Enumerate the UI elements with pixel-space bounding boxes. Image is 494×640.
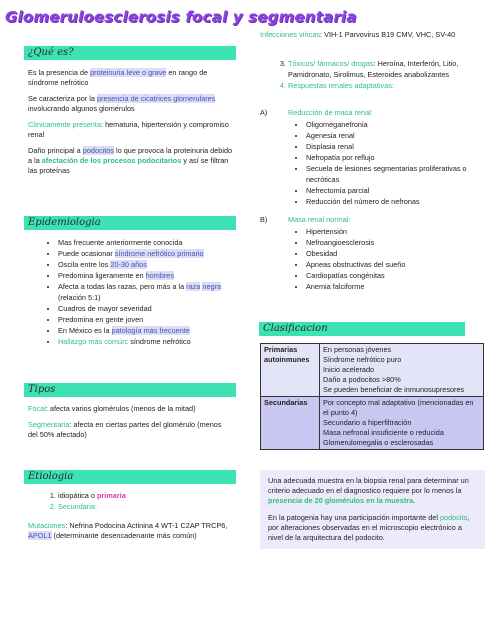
table-row [261,397,484,450]
etiologia-list [44,490,243,512]
que-es-p4: Daño principal a podocitos lo que provoca la proteinuria debido a la afectación de los procesos podocitarios y así se filtran las proteínas [28,146,233,175]
list-item: • Nefrectomía parcial [306,185,478,196]
table-cell-line: Daño a podocitos >80% [323,375,401,384]
que-es-p3: Clínicamente presenta: hematuria, hipertensión y compromiso renal [28,120,229,139]
list-item: • Nefroangioesclerosis [306,237,478,248]
biopsia-note-p2: En la patogenia hay una participación importante del podocito, por alteraciones observadas en el microscopio electrónico a nivel de la arquitectura del podocito. [268,513,470,542]
primarias-label: Primarias autoinmunes [261,344,320,397]
secundarias-items [320,397,484,450]
table-cell-line: Masa nefronal insuficiente o reducida [323,428,444,437]
table-row [261,344,484,397]
epidemiologia-list [44,237,248,347]
list-item: • Afecta a todas las razas, pero más a la raza negra (relación 5:1) [58,281,248,303]
list-item: 3. Tóxicos/ fármacos/ drogas: Heroína, Interferón, Litio, Pamidronato, Sirolimus, Esteroides anabolizantes [288,58,483,80]
letter-b: B) [260,215,268,224]
list-item: • Secuela de lesiones segmentarias proliferativas o necróticas [306,163,478,185]
masa-normal-label: Masa renal normal: [288,215,351,224]
table-cell-line: En personas jóvenes [323,345,392,354]
page-title: Glomeruloesclerosis focal y segmentaria [5,8,357,26]
list-item: • Predomina en gente joven [58,314,248,325]
table-cell-line: Inicio acelerado [323,365,375,374]
section-heading-epidemiologia: Epidemiologia [28,217,101,228]
list-item: • Agenesia renal [306,130,478,141]
section-heading-tipos: Tipos [28,384,56,395]
list-item: • Displasia renal [306,141,478,152]
list-item: • En México es la patología más frecuente [58,325,248,336]
table-cell-line: Síndrome nefrótico puro [323,355,402,364]
list-item: • Anemia falciforme [306,281,478,292]
clasificacion-table [260,343,484,450]
secundarias-label: Secundarias [261,397,320,450]
list-item: • Apneas obstructivas del sueño [306,259,478,270]
section-bar-clasificacion [259,322,465,336]
section-heading-clasificacion: Clasificacion [263,323,328,334]
biopsia-note-p1: Una adecuada muestra en la biopsia renal para determinar un criterio adecuado en el diagnostico requiere por lo menos la presencia de 20 glomérulos en la muestra. [268,476,469,505]
section-heading-etiologia: Etiologia [28,471,74,482]
biopsia-note-box [260,470,485,549]
list-item: • Hipertensión [306,226,478,237]
list-item: • Cuadros de mayor severidad [58,303,248,314]
list-item: 4. Respuestas renales adaptativas: [288,80,483,91]
infecciones-viricas: Infecciones víricas: VIH-1 Parvovirus B19 CMV, VHC, SV-40 [260,30,456,39]
etiologia-mutaciones: Mutaciones: Nefrina Podocina Actinina 4 WT-1 C2AP TRCP6, APOL1 (determinante desencadenante más común) [28,521,228,540]
tipos-body [28,404,233,440]
masa-normal-list [292,226,478,292]
list-item: • Predomina ligeramente en hombres [58,270,248,281]
que-es-body [28,68,233,176]
list-item: • Nefropatía por reflujo [306,152,478,163]
etiologia-list-continued [274,58,483,91]
table-cell-line: Por concepto mal adaptativo (mencionadas en el punto 4) [323,398,474,417]
list-item: • Obesidad [306,248,478,259]
letter-a: A) [260,108,268,117]
table-cell-line: Se pueden beneficiar de inmunosupresores [323,385,465,394]
primarias-items [320,344,484,397]
list-item: • Oscila entre los 20-30 años [58,259,248,270]
reduccion-masa-list [292,119,478,207]
que-es-p2: Se caracteriza por la presencia de cicatrices glomerulares involucrando algunos glomérulos [28,94,216,113]
list-item: • Oligomeganefronia [306,119,478,130]
list-item: • Mas frecuente anteriormente conocida [58,237,248,248]
table-cell-line: Secundario a hiperfiltración [323,418,412,427]
table-cell-line: Glomerulomegalia o esclerosadas [323,438,434,447]
reduccion-masa-label: Reducción de masa renal: [288,108,373,117]
list-item: • Hallazgo más común: síndrome nefrótico [58,336,248,347]
section-bar-que-es [24,46,236,60]
tipos-focal: Focal: afecta varios glomérulos (menos de la mitad) [28,404,196,413]
list-item: • Reducción del número de nefronas [306,196,478,207]
tipos-segmentaria: Segmentaria: afecta en ciertas partes del glomérulo (menos del 50% afectado) [28,420,222,439]
list-item: 1. idiopática o primaria [58,490,243,501]
list-item: • Puede ocasionar síndrome nefrótico primario [58,248,248,259]
section-bar-etiologia [24,470,236,484]
section-heading-que-es: ¿Qué es? [28,47,74,58]
list-item: 2. Secundaria: [58,501,243,512]
que-es-p1: Es la presencia de proteinuria leve o grave en rango de síndrome nefrótico [28,68,208,87]
section-bar-epidemiologia [24,216,236,230]
section-bar-tipos [24,383,236,397]
list-item: • Cardiopatías congénitas [306,270,478,281]
